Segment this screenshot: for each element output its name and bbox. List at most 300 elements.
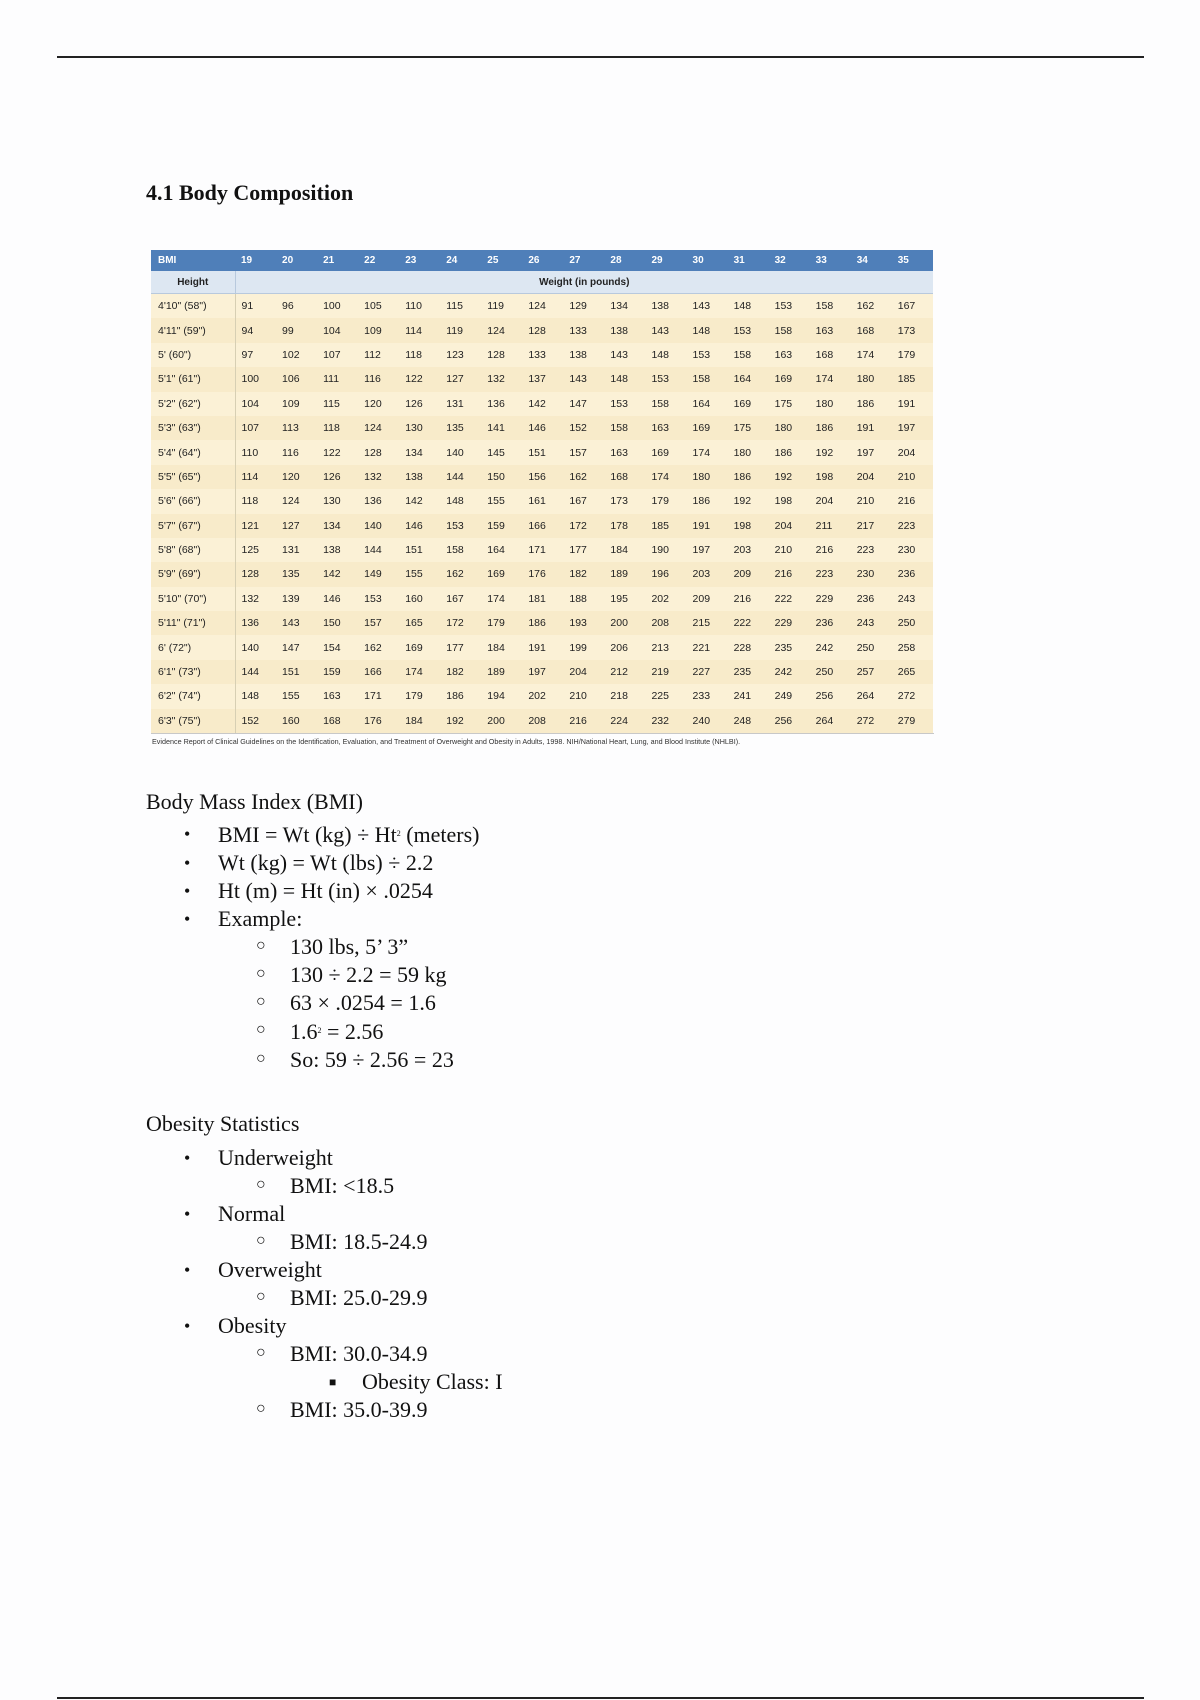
weight-cell: 191: [851, 416, 892, 440]
weight-cell: 235: [728, 660, 769, 684]
table-row: [151, 416, 933, 440]
height-cell: 5'4" (64"): [151, 440, 235, 464]
weight-cell: 210: [563, 684, 604, 708]
circle-bullet-icon: ○: [256, 1288, 266, 1305]
list-item: ○ 130 ÷ 2.2 = 59 kg: [256, 962, 447, 987]
weight-cell: 134: [317, 514, 358, 538]
weight-cell: 186: [440, 684, 481, 708]
weight-cell: 109: [358, 318, 399, 342]
list-item: [218, 1046, 479, 1074]
weight-cell: 153: [769, 294, 810, 319]
weight-cell: 258: [892, 635, 933, 659]
weight-cell: 124: [358, 416, 399, 440]
weight-cell: 171: [522, 538, 563, 562]
weight-cell: 204: [810, 489, 851, 513]
weight-cell: 216: [728, 587, 769, 611]
weight-cell: 173: [892, 318, 933, 342]
weight-cell: 211: [810, 514, 851, 538]
weight-cell: 152: [563, 416, 604, 440]
weight-cell: 154: [317, 635, 358, 659]
table-row: [151, 709, 933, 733]
weight-cell: 147: [563, 392, 604, 416]
weight-cell: 168: [317, 709, 358, 733]
table-row: [151, 294, 933, 319]
weight-cell: 151: [276, 660, 317, 684]
weight-cell: 181: [522, 587, 563, 611]
weight-cell: 242: [769, 660, 810, 684]
weight-cell: 169: [481, 562, 522, 586]
weight-cell: 186: [687, 489, 728, 513]
table-row: [151, 514, 933, 538]
weight-cell: 208: [522, 709, 563, 733]
weight-cell: 127: [276, 514, 317, 538]
header-rule: [57, 56, 1144, 58]
weight-cell: 138: [645, 294, 686, 319]
weight-cell: 169: [728, 392, 769, 416]
weight-cell: 236: [892, 562, 933, 586]
weight-cell: 163: [317, 684, 358, 708]
weight-cell: 116: [358, 367, 399, 391]
weight-cell: 179: [892, 343, 933, 367]
example-steps: [218, 933, 479, 1074]
weight-cell: 229: [769, 611, 810, 635]
weight-cell: 153: [728, 318, 769, 342]
weight-cell: 197: [522, 660, 563, 684]
weight-cell: 118: [399, 343, 440, 367]
weight-cell: 175: [769, 392, 810, 416]
weight-cell: 150: [481, 465, 522, 489]
weight-cell: 127: [440, 367, 481, 391]
weight-cell: 119: [440, 318, 481, 342]
weight-cell: 132: [235, 587, 276, 611]
weight-cell: 104: [317, 318, 358, 342]
weight-cell: 118: [235, 489, 276, 513]
weight-cell: 159: [317, 660, 358, 684]
list-item: ○ BMI: 18.5-24.9: [256, 1229, 428, 1254]
weight-cell: 224: [604, 709, 645, 733]
weight-cell: 136: [235, 611, 276, 635]
list-item: • Obesity ○ BMI: 30.0-34.9 ■ Obesity Class: I ○ BMI: 35.0-39.9: [184, 1313, 503, 1422]
weight-cell: 150: [317, 611, 358, 635]
bmi-result: So: 59 ÷ 2.56 = 23: [290, 1047, 454, 1072]
weight-cell: 242: [810, 635, 851, 659]
weight-cell: 134: [604, 294, 645, 319]
weight-cell: 125: [235, 538, 276, 562]
bmi-value-header: 30: [687, 250, 728, 271]
weight-cell: 233: [687, 684, 728, 708]
weight-cell: 180: [851, 367, 892, 391]
weight-cell: 158: [687, 367, 728, 391]
bullet-icon: •: [184, 881, 191, 901]
weight-cell: 155: [399, 562, 440, 586]
weight-cell: 158: [769, 318, 810, 342]
table-row: [151, 465, 933, 489]
table-row: [151, 367, 933, 391]
weight-cell: 197: [892, 416, 933, 440]
weight-cell: 190: [645, 538, 686, 562]
weight-cell: 218: [604, 684, 645, 708]
bmi-value-header: 19: [235, 250, 276, 271]
weight-cell: 168: [851, 318, 892, 342]
weight-cell: 186: [522, 611, 563, 635]
weight-cell: 142: [317, 562, 358, 586]
weight-cell: 144: [440, 465, 481, 489]
weight-cell: 152: [235, 709, 276, 733]
weight-cell: 189: [481, 660, 522, 684]
height-cell: 5'2" (62"): [151, 392, 235, 416]
weight-cell: 279: [892, 709, 933, 733]
example-label: Example:: [218, 906, 303, 931]
weight-cell: 176: [522, 562, 563, 586]
bullet-icon: •: [184, 1316, 191, 1336]
weight-cell: 243: [851, 611, 892, 635]
bullet-icon: •: [184, 909, 191, 929]
weight-cell: 225: [645, 684, 686, 708]
weight-cell: 179: [481, 611, 522, 635]
weight-cell: 197: [851, 440, 892, 464]
weight-cell: 186: [851, 392, 892, 416]
weight-cell: 204: [892, 440, 933, 464]
table-row: [151, 538, 933, 562]
weight-cell: 174: [399, 660, 440, 684]
list-item: • Normal ○ BMI: 18.5-24.9: [146, 1200, 503, 1256]
circle-bullet-icon: ○: [256, 993, 266, 1010]
list-item: ○ BMI: 35.0-39.9: [256, 1397, 428, 1422]
bmi-value-header: 24: [440, 250, 481, 271]
weight-cell: 135: [440, 416, 481, 440]
weight-cell: 165: [399, 611, 440, 635]
weight-cell: 256: [769, 709, 810, 733]
weight-cell: 200: [481, 709, 522, 733]
bullet-icon: •: [184, 824, 191, 844]
weight-cell: 115: [440, 294, 481, 319]
weight-cell: 138: [604, 318, 645, 342]
bmi-table-figure: [151, 250, 933, 746]
weight-cell: 153: [604, 392, 645, 416]
weight-cell: 131: [276, 538, 317, 562]
weight-cell: 128: [522, 318, 563, 342]
weight-cell: 166: [358, 660, 399, 684]
weight-cell: 230: [892, 538, 933, 562]
weight-cell: 133: [522, 343, 563, 367]
weight-cell: 180: [769, 416, 810, 440]
weight-cell: 185: [892, 367, 933, 391]
weight-cell: 193: [563, 611, 604, 635]
bmi-section: [146, 788, 479, 1074]
weight-cell: 185: [645, 514, 686, 538]
weight-cell: 178: [604, 514, 645, 538]
weight-cell: 158: [645, 392, 686, 416]
weight-cell: 186: [810, 416, 851, 440]
weight-cell: 135: [276, 562, 317, 586]
weight-cell: 100: [235, 367, 276, 391]
weight-cell: 104: [235, 392, 276, 416]
weight-cell: 122: [399, 367, 440, 391]
height-cell: 5'7" (67"): [151, 514, 235, 538]
weight-cell: 163: [604, 440, 645, 464]
weight-cell: 171: [358, 684, 399, 708]
section-title: 4.1 Body Composition: [146, 180, 354, 205]
weight-cell: 143: [645, 318, 686, 342]
circle-bullet-icon: ○: [256, 1344, 266, 1361]
circle-bullet-icon: ○: [256, 965, 266, 982]
weight-cell: 110: [235, 440, 276, 464]
weight-cell: 160: [399, 587, 440, 611]
weight-cell: 223: [892, 514, 933, 538]
weight-cell: 164: [687, 392, 728, 416]
circle-bullet-icon: ○: [256, 1232, 266, 1249]
weight-cell: 176: [358, 709, 399, 733]
weight-cell: 124: [481, 318, 522, 342]
weight-cell: 236: [851, 587, 892, 611]
weight-cell: 174: [481, 587, 522, 611]
weight-cell: 198: [810, 465, 851, 489]
weight-cell: 184: [399, 709, 440, 733]
weight-cell: 113: [276, 416, 317, 440]
weight-cell: 198: [728, 514, 769, 538]
weight-cell: 217: [851, 514, 892, 538]
weight-cell: 159: [481, 514, 522, 538]
weight-cell: 124: [276, 489, 317, 513]
weight-cell: 129: [563, 294, 604, 319]
weight-cell: 142: [399, 489, 440, 513]
weight-cell: 179: [645, 489, 686, 513]
table-row: [151, 660, 933, 684]
weight-cell: 264: [851, 684, 892, 708]
bullet-icon: •: [184, 853, 191, 873]
table-row: [151, 440, 933, 464]
weight-cell: 179: [399, 684, 440, 708]
weight-cell: 167: [892, 294, 933, 319]
weight-cell: 192: [810, 440, 851, 464]
bmi-formula: BMI = Wt $(kg) \div Ht^2$ (meters): [218, 822, 480, 847]
weight-cell: 161: [522, 489, 563, 513]
weight-cell: 200: [604, 611, 645, 635]
weight-cell: 182: [563, 562, 604, 586]
bullet-icon: •: [184, 1148, 191, 1168]
weight-cell: 120: [276, 465, 317, 489]
weight-cell: 134: [399, 440, 440, 464]
weight-cell: 162: [563, 465, 604, 489]
height-cell: 4'10" (58"): [151, 294, 235, 319]
weight-cell: 136: [358, 489, 399, 513]
weight-cell: 107: [317, 343, 358, 367]
table-row: [151, 489, 933, 513]
weight-cell: 158: [440, 538, 481, 562]
bmi-value-header: 29: [645, 250, 686, 271]
weight-cell: 180: [810, 392, 851, 416]
weight-cell: 116: [276, 440, 317, 464]
weight-cell: 132: [481, 367, 522, 391]
weight-cell: 106: [276, 367, 317, 391]
weight-cell: 137: [522, 367, 563, 391]
weight-cell: 230: [851, 562, 892, 586]
weight-cell: 210: [892, 465, 933, 489]
weight-cell: 157: [563, 440, 604, 464]
weight-cell: 162: [851, 294, 892, 319]
weight-cell: 143: [604, 343, 645, 367]
weight-cell: 167: [440, 587, 481, 611]
weight-cell: 118: [317, 416, 358, 440]
weight-cell: 272: [892, 684, 933, 708]
weight-cell: 189: [604, 562, 645, 586]
weight-cell: 174: [810, 367, 851, 391]
list-item: [146, 820, 479, 849]
weight-cell: 213: [645, 635, 686, 659]
circle-bullet-icon: ○: [256, 937, 266, 954]
weight-cell: 221: [687, 635, 728, 659]
weight-cell: 163: [810, 318, 851, 342]
weight-cell: 195: [604, 587, 645, 611]
weight-cell: 192: [769, 465, 810, 489]
weight-cell: 173: [604, 489, 645, 513]
weight-cell: 146: [522, 416, 563, 440]
weight-cell: 206: [604, 635, 645, 659]
weight-cell: 139: [276, 587, 317, 611]
weight-cell: 169: [687, 416, 728, 440]
table-row: [151, 318, 933, 342]
weight-cell: 136: [481, 392, 522, 416]
weight-cell: 123: [440, 343, 481, 367]
weight-cell: 236: [810, 611, 851, 635]
bmi-label: BMI: [151, 250, 235, 271]
weight-cell: 215: [687, 611, 728, 635]
weight-cell: 163: [645, 416, 686, 440]
table-row: [151, 343, 933, 367]
weight-cell: 110: [399, 294, 440, 319]
weight-cell: 151: [522, 440, 563, 464]
weight-cell: 174: [645, 465, 686, 489]
weight-header: Weight (in pounds): [235, 271, 933, 294]
weight-cell: 143: [563, 367, 604, 391]
weight-cell: 121: [235, 514, 276, 538]
weight-cell: 265: [892, 660, 933, 684]
weight-cell: 163: [769, 343, 810, 367]
weight-cell: 119: [481, 294, 522, 319]
weight-cell: 128: [481, 343, 522, 367]
weight-cell: 264: [810, 709, 851, 733]
weight-cell: 210: [769, 538, 810, 562]
table-row: [151, 635, 933, 659]
weight-cell: 162: [358, 635, 399, 659]
weight-cell: 148: [728, 294, 769, 319]
weight-cell: 180: [728, 440, 769, 464]
weight-cell: 140: [358, 514, 399, 538]
weight-cell: 148: [235, 684, 276, 708]
bmi-value-header: 26: [522, 250, 563, 271]
weight-cell: 219: [645, 660, 686, 684]
weight-cell: 198: [769, 489, 810, 513]
weight-cell: 191: [522, 635, 563, 659]
weight-cell: 257: [851, 660, 892, 684]
height-cell: 5'8" (68"): [151, 538, 235, 562]
height-cell: 5'3" (63"): [151, 416, 235, 440]
weight-cell: 197: [687, 538, 728, 562]
bmi-list: [146, 820, 479, 1074]
weight-cell: 131: [440, 392, 481, 416]
weight-cell: 166: [522, 514, 563, 538]
weight-cell: 175: [728, 416, 769, 440]
bullet-icon: •: [184, 1260, 191, 1280]
weight-cell: 162: [440, 562, 481, 586]
list-item: ○ 130 lbs, 5’ 3”: [256, 934, 409, 959]
weight-cell: 112: [358, 343, 399, 367]
weight-cell: 140: [235, 635, 276, 659]
weight-cell: 97: [235, 343, 276, 367]
weight-cell: 212: [604, 660, 645, 684]
bmi-value-header: 22: [358, 250, 399, 271]
weight-cell: 250: [851, 635, 892, 659]
bmi-value-header: 20: [276, 250, 317, 271]
circle-bullet-icon: ○: [256, 1021, 266, 1038]
weight-cell: 272: [851, 709, 892, 733]
weight-cell: 169: [399, 635, 440, 659]
square-bullet-icon: ■: [329, 1375, 337, 1389]
circle-bullet-icon: ○: [256, 1050, 266, 1067]
weight-cell: 202: [522, 684, 563, 708]
bmi-value-header: 33: [810, 250, 851, 271]
weight-cell: 120: [358, 392, 399, 416]
table-row: [151, 587, 933, 611]
weight-cell: 122: [317, 440, 358, 464]
m-conversion: Ht (m) = Ht (in) × .0254: [218, 878, 433, 903]
weight-cell: 186: [769, 440, 810, 464]
height-cell: 6'2" (74"): [151, 684, 235, 708]
weight-cell: 184: [481, 635, 522, 659]
bmi-value-header: 35: [892, 250, 933, 271]
weight-cell: 155: [276, 684, 317, 708]
weight-cell: 177: [440, 635, 481, 659]
weight-cell: 158: [728, 343, 769, 367]
height-cell: 5'10" (70"): [151, 587, 235, 611]
weight-cell: 99: [276, 318, 317, 342]
table-row: [151, 684, 933, 708]
weight-cell: 172: [440, 611, 481, 635]
weight-cell: 160: [276, 709, 317, 733]
weight-cell: 114: [235, 465, 276, 489]
weight-cell: 168: [810, 343, 851, 367]
weight-cell: 204: [769, 514, 810, 538]
weight-cell: 182: [440, 660, 481, 684]
weight-cell: 126: [317, 465, 358, 489]
weight-cell: 158: [604, 416, 645, 440]
weight-cell: 172: [563, 514, 604, 538]
bmi-value-header: 27: [563, 250, 604, 271]
weight-cell: 209: [728, 562, 769, 586]
weight-cell: 192: [440, 709, 481, 733]
weight-cell: 250: [810, 660, 851, 684]
weight-cell: 216: [563, 709, 604, 733]
weight-cell: 114: [399, 318, 440, 342]
weight-cell: 153: [687, 343, 728, 367]
weight-cell: 209: [687, 587, 728, 611]
table-row: [151, 392, 933, 416]
height-header: Height: [151, 271, 235, 294]
weight-cell: 174: [687, 440, 728, 464]
weight-cell: 144: [358, 538, 399, 562]
weight-cell: 216: [892, 489, 933, 513]
weight-cell: 96: [276, 294, 317, 319]
weight-cell: 140: [440, 440, 481, 464]
height-cell: 4'11" (59"): [151, 318, 235, 342]
weight-cell: 204: [563, 660, 604, 684]
height-cell: 5'11" (71"): [151, 611, 235, 635]
list-item: ○ $1.6^2 = 2.56$: [218, 1017, 479, 1046]
weight-cell: 147: [276, 635, 317, 659]
weight-cell: 222: [728, 611, 769, 635]
weight-cell: 132: [358, 465, 399, 489]
weight-cell: 153: [358, 587, 399, 611]
